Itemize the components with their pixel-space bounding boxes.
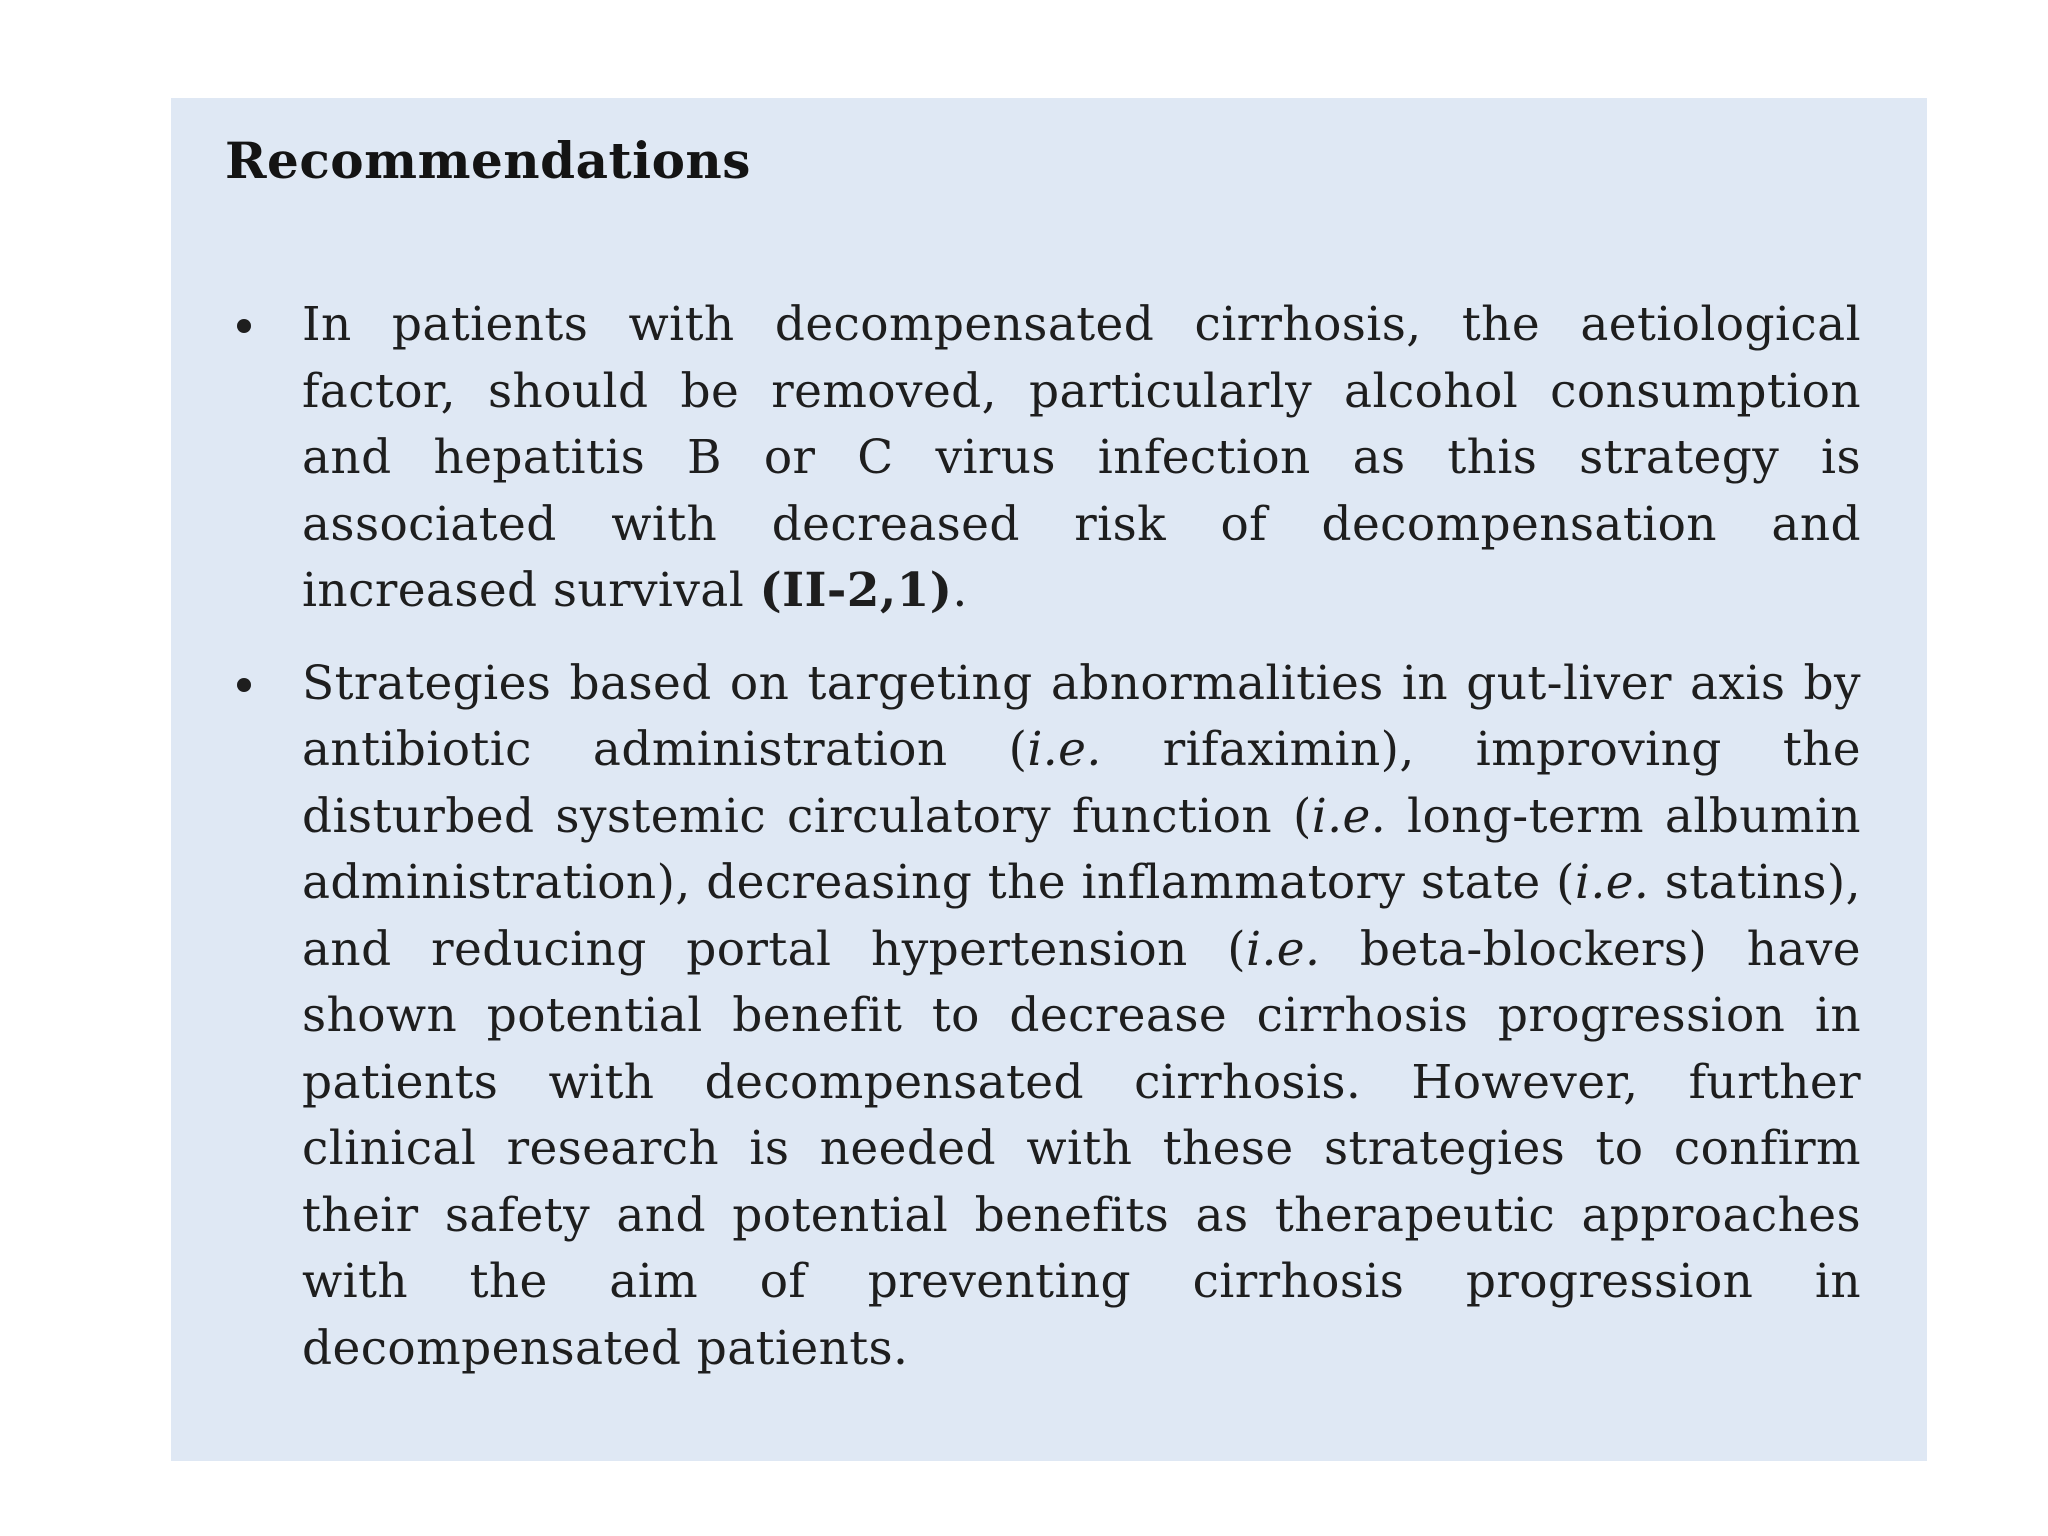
bullet-icon xyxy=(237,678,251,692)
recommendation-text: beta-blockers) have shown potential benefit to decrease cirrhosis progression in patients with decompensated cirrhosis. However, further clinical research is needed with these strategies to confirm their safety and potential benefits as therapeutic approaches with the aim of preventing cirrhosis progression in decompensated patients. xyxy=(302,921,1862,1376)
recommendation-item-2 xyxy=(225,651,1861,1383)
recommendation-text: In patients with decompensated cirrhosis, the aetiological factor, should be removed, particularly alcohol consumption and hepatitis B or C virus infection as this strategy is associated with decreased risk of decompensation and increased survival xyxy=(302,297,1861,618)
recommendation-text: Strategies based on targeting abnormalities in gut-liver axis by antibiotic administration ( xyxy=(302,655,1861,777)
recommendation-text: . xyxy=(952,563,968,618)
abbreviation-ie: i.e. xyxy=(1027,722,1102,777)
recommendations-list xyxy=(225,292,1861,1382)
bullet-icon xyxy=(237,319,251,333)
recommendations-box xyxy=(171,98,1927,1461)
recommendation-text: rifaximin), improving the disturbed systemic circulatory function ( xyxy=(302,722,1862,844)
evidence-grade: (II-2,1) xyxy=(759,563,953,618)
recommendation-item-1 xyxy=(225,292,1861,625)
recommendation-text: long-term albumin administration), decreasing the inflammatory state ( xyxy=(302,788,1861,910)
abbreviation-ie: i.e. xyxy=(1574,855,1650,910)
recommendation-text: statins), and reducing portal hypertension ( xyxy=(302,855,1861,977)
abbreviation-ie: i.e. xyxy=(1311,788,1387,844)
recommendations-heading: Recommendations xyxy=(225,131,751,190)
abbreviation-ie: i.e. xyxy=(1246,921,1321,977)
